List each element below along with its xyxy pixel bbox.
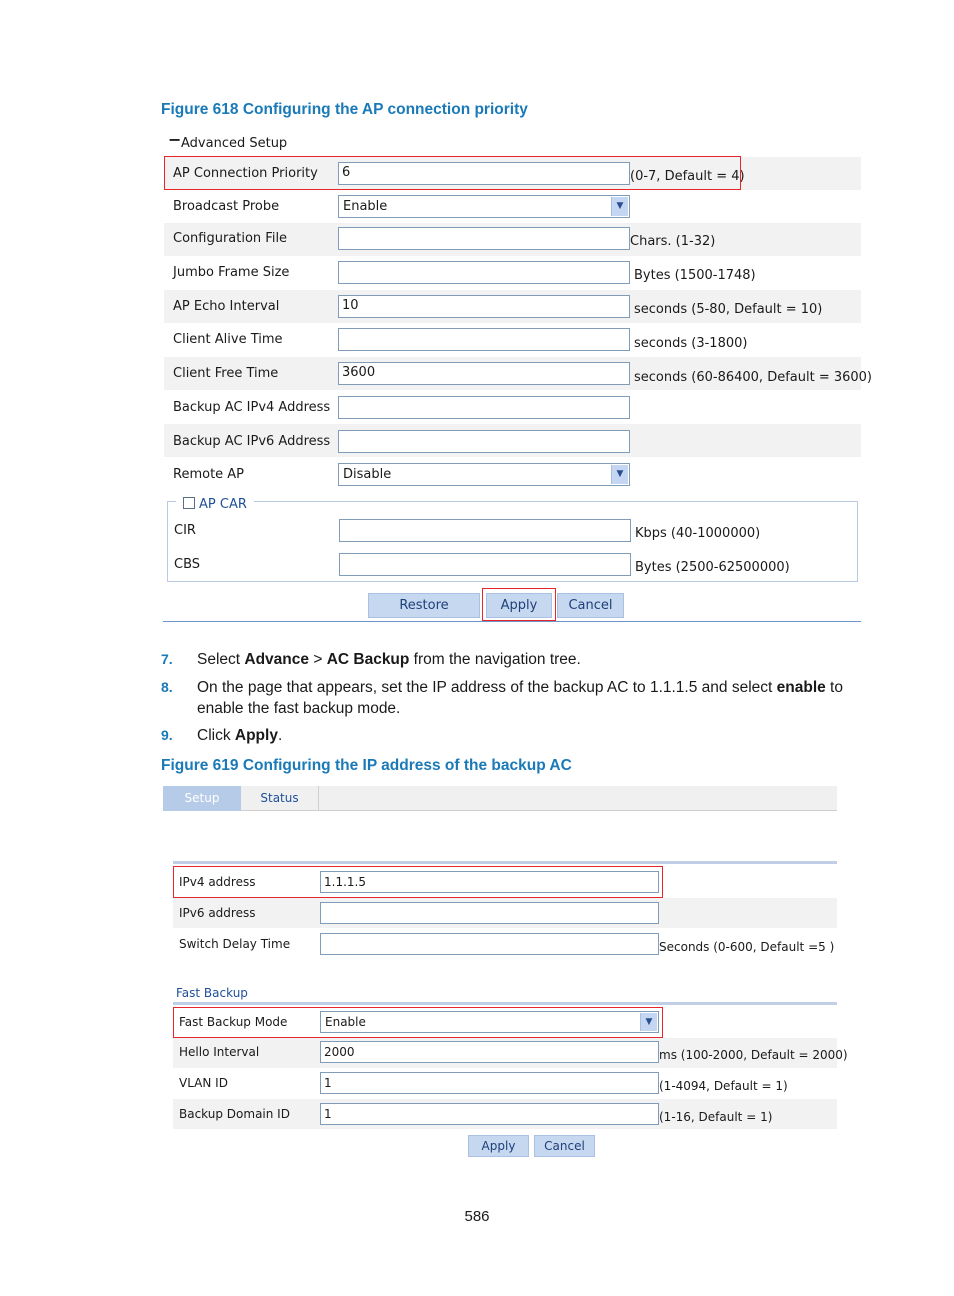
backup-domain-id-label: Backup Domain ID: [179, 1107, 290, 1121]
client-free-time-label: Client Free Time: [173, 366, 279, 381]
tab-setup[interactable]: Setup: [163, 786, 241, 811]
configuration-file-label: Configuration File: [173, 231, 288, 246]
switch-delay-time-label: Switch Delay Time: [179, 937, 291, 951]
remote-ap-value: Disable: [343, 467, 392, 482]
backup-ac-ipv6-label: Backup AC IPv6 Address: [173, 434, 331, 449]
client-alive-time-hint: seconds (3-1800): [634, 336, 748, 351]
apply-button[interactable]: Apply: [468, 1135, 529, 1157]
jumbo-frame-size-input[interactable]: [338, 261, 630, 284]
section-rule: [173, 1002, 837, 1005]
broadcast-probe-label: Broadcast Probe: [173, 199, 280, 214]
cbs-input[interactable]: [339, 553, 631, 576]
step-number: 8.: [161, 679, 173, 695]
highlight-box: [482, 588, 556, 621]
ap-connection-priority-label: AP Connection Priority: [173, 166, 318, 181]
backup-domain-id-hint: (1-16, Default = 1): [659, 1110, 773, 1124]
configuration-file-input[interactable]: [338, 227, 630, 250]
cir-label: CIR: [174, 523, 196, 538]
page-number: 586: [464, 1208, 490, 1225]
hello-interval-input[interactable]: 2000: [320, 1041, 659, 1063]
apply-button[interactable]: Apply: [486, 593, 552, 618]
text: from the navigation tree.: [409, 651, 581, 668]
ap-connection-priority-hint: (0-7, Default = 4): [630, 169, 745, 184]
fast-backup-mode-value: Enable: [325, 1015, 366, 1029]
cir-input[interactable]: [339, 519, 631, 542]
text: to: [825, 679, 843, 696]
step-text-line2: enable the fast backup mode.: [197, 700, 401, 717]
ap-car-checkbox[interactable]: [183, 497, 195, 509]
broadcast-probe-value: Enable: [343, 199, 388, 214]
chevron-down-icon[interactable]: ▼: [640, 1013, 657, 1031]
client-free-time-hint: seconds (60-86400, Default = 3600): [634, 370, 873, 385]
hello-interval-label: Hello Interval: [179, 1045, 260, 1059]
ipv4-address-input[interactable]: 1.1.1.5: [320, 871, 659, 893]
step-number: 9.: [161, 727, 173, 743]
step-number: 7.: [161, 651, 173, 667]
section-rule: [173, 861, 837, 864]
cbs-label: CBS: [174, 557, 201, 572]
keyword-enable: enable: [776, 679, 826, 696]
collapse-icon[interactable]: −: [168, 130, 182, 149]
fast-backup-mode-label: Fast Backup Mode: [179, 1015, 288, 1029]
ap-car-title: AP CAR: [199, 497, 247, 512]
vlan-id-input[interactable]: 1: [320, 1072, 659, 1094]
backup-ac-ipv4-label: Backup AC IPv4 Address: [173, 400, 331, 415]
jumbo-frame-size-hint: Bytes (1500-1748): [634, 268, 756, 283]
cir-hint: Kbps (40-1000000): [635, 526, 761, 541]
step-text: [197, 649, 581, 670]
jumbo-frame-size-label: Jumbo Frame Size: [173, 265, 290, 280]
text: .: [277, 727, 283, 744]
client-alive-time-input[interactable]: [338, 328, 630, 351]
ipv4-address-label: IPv4 address: [179, 875, 256, 889]
text: On the page that appears, set the IP address of the backup AC to 1.1.1.5 and select: [197, 679, 777, 696]
switch-delay-time-hint: Seconds (0-600, Default =5 ): [659, 940, 835, 954]
configuration-file-hint: Chars. (1-32): [630, 234, 716, 249]
remote-ap-label: Remote AP: [173, 467, 245, 482]
ipv6-address-input[interactable]: [320, 902, 659, 924]
backup-ac-ipv6-input[interactable]: [338, 430, 630, 453]
restore-button[interactable]: Restore: [368, 593, 480, 618]
ipv6-address-label: IPv6 address: [179, 906, 256, 920]
figure-618-caption: Figure 618 Configuring the AP connection priority: [161, 101, 528, 118]
step-text: [197, 725, 282, 746]
ap-echo-interval-input[interactable]: 10: [338, 295, 630, 318]
highlight-box: [173, 1007, 663, 1038]
highlight-box: [173, 866, 663, 898]
backup-domain-id-input[interactable]: 1: [320, 1103, 659, 1125]
step-text: [197, 677, 843, 698]
advanced-setup-title: Advanced Setup: [181, 136, 288, 151]
keyword-apply: Apply: [234, 727, 278, 744]
text: Click: [197, 727, 235, 744]
ap-echo-interval-label: AP Echo Interval: [173, 299, 280, 314]
menu-ac-backup: AC Backup: [326, 651, 410, 668]
backup-ac-ipv4-input[interactable]: [338, 396, 630, 419]
ap-echo-interval-hint: seconds (5-80, Default = 10): [634, 302, 823, 317]
figure-619-caption: Figure 619 Configuring the IP address of the backup AC: [161, 757, 572, 774]
text: Select: [197, 651, 245, 668]
text: >: [309, 651, 327, 668]
fast-backup-title: Fast Backup: [176, 986, 248, 1000]
ap-connection-priority-input[interactable]: 6: [338, 162, 630, 185]
switch-delay-time-input[interactable]: [320, 933, 659, 955]
cbs-hint: Bytes (2500-62500000): [635, 560, 790, 575]
chevron-down-icon[interactable]: ▼: [611, 197, 628, 216]
chevron-down-icon[interactable]: ▼: [611, 465, 628, 484]
menu-advance: Advance: [244, 651, 310, 668]
client-alive-time-label: Client Alive Time: [173, 332, 283, 347]
broadcast-probe-select[interactable]: [338, 195, 630, 218]
client-free-time-input[interactable]: 3600: [338, 362, 630, 385]
vlan-id-hint: (1-4094, Default = 1): [659, 1079, 788, 1093]
hello-interval-hint: ms (100-2000, Default = 2000): [659, 1048, 848, 1062]
tab-status[interactable]: Status: [241, 786, 319, 811]
cancel-button[interactable]: Cancel: [534, 1135, 595, 1157]
remote-ap-select[interactable]: [338, 463, 630, 486]
vlan-id-label: VLAN ID: [179, 1076, 228, 1090]
cancel-button[interactable]: Cancel: [557, 593, 624, 618]
divider: [163, 621, 861, 622]
highlight-box: [164, 156, 741, 190]
